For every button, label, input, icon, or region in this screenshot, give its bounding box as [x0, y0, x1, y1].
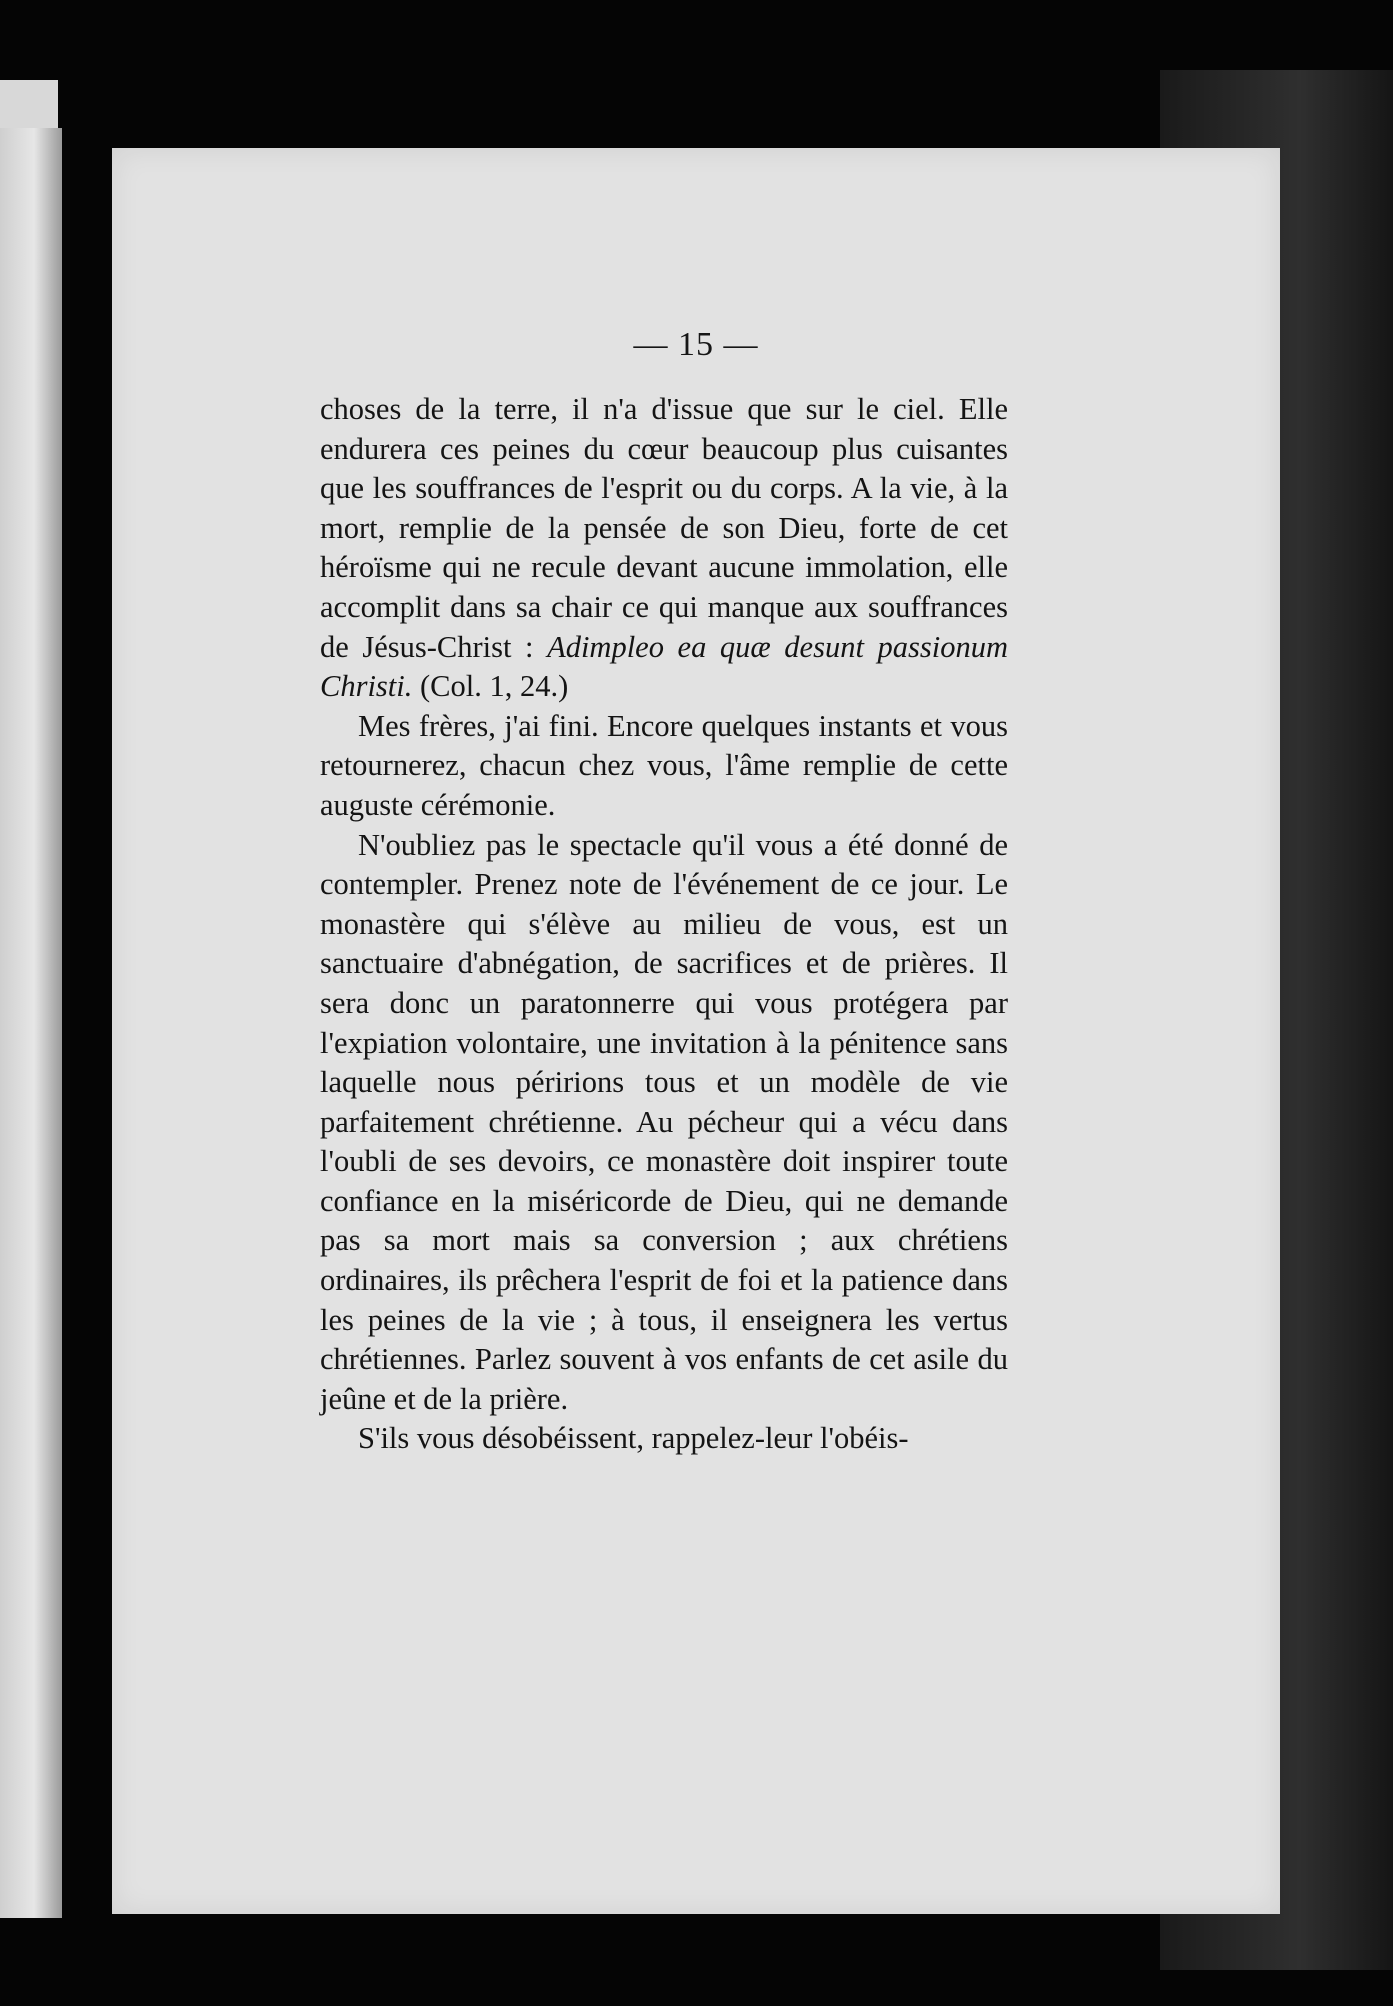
paragraph-4: S'ils vous désobéissent, rappelez-leur l'obéis- — [358, 1421, 909, 1456]
scripture-reference: (Col. 1, 24.) — [412, 669, 569, 704]
paragraph-1 — [320, 390, 1008, 707]
paragraph-1-text: choses de la terre, il n'a d'issue que sur le ciel. Elle endurera ces peines du cœur beaucoup plus cuisantes que les souffrances de l'esprit ou du corps. A la vie, à la mort, remplie de la pensée de son Dieu, forte de cet héroïsme qui ne recule devant aucune immolation, elle accomplit dans sa chair ce qui manque aux souffrances de Jésus-Christ : — [320, 392, 1008, 664]
paragraph-3: N'oubliez pas le spectacle qu'il vous a été donné de contempler. Prenez note de l'événement de ce jour. Le monastère qui s'élève au milieu de vous, est un sanctuaire d'abnégation, de sacrifices et de prières. Il sera donc un paratonnerre qui vous protégera par l'expiation volontaire, une invitation à la pénitence sans laquelle nous péririons tous et un modèle de vie parfaitement chrétienne. Au pécheur qui a vécu dans l'oubli de ses devoirs, ce monastère doit inspirer toute confiance en la miséricorde de Dieu, qui ne demande pas sa mort mais sa conversion ; aux chrétiens ordinaires, ils prêchera l'esprit de foi et la patience dans les peines de la vie ; à tous, il enseignera les vertus chrétiennes. Parlez souvent à vos enfants de cet asile du jeûne et de la prière. — [320, 827, 1008, 1416]
paragraph-2: Mes frères, j'ai fini. Encore quelques instants et vous retournerez, chacun chez vous, l'âme remplie de cette auguste cérémonie. — [320, 708, 1008, 822]
latin-quotation: Adimpleo ea quæ desunt passionum Christi. — [320, 629, 1008, 704]
page-number: — 15 — — [633, 326, 759, 363]
book-page — [112, 148, 1280, 1914]
previous-leaf-edge — [0, 128, 62, 1918]
page-body — [320, 390, 1008, 1459]
